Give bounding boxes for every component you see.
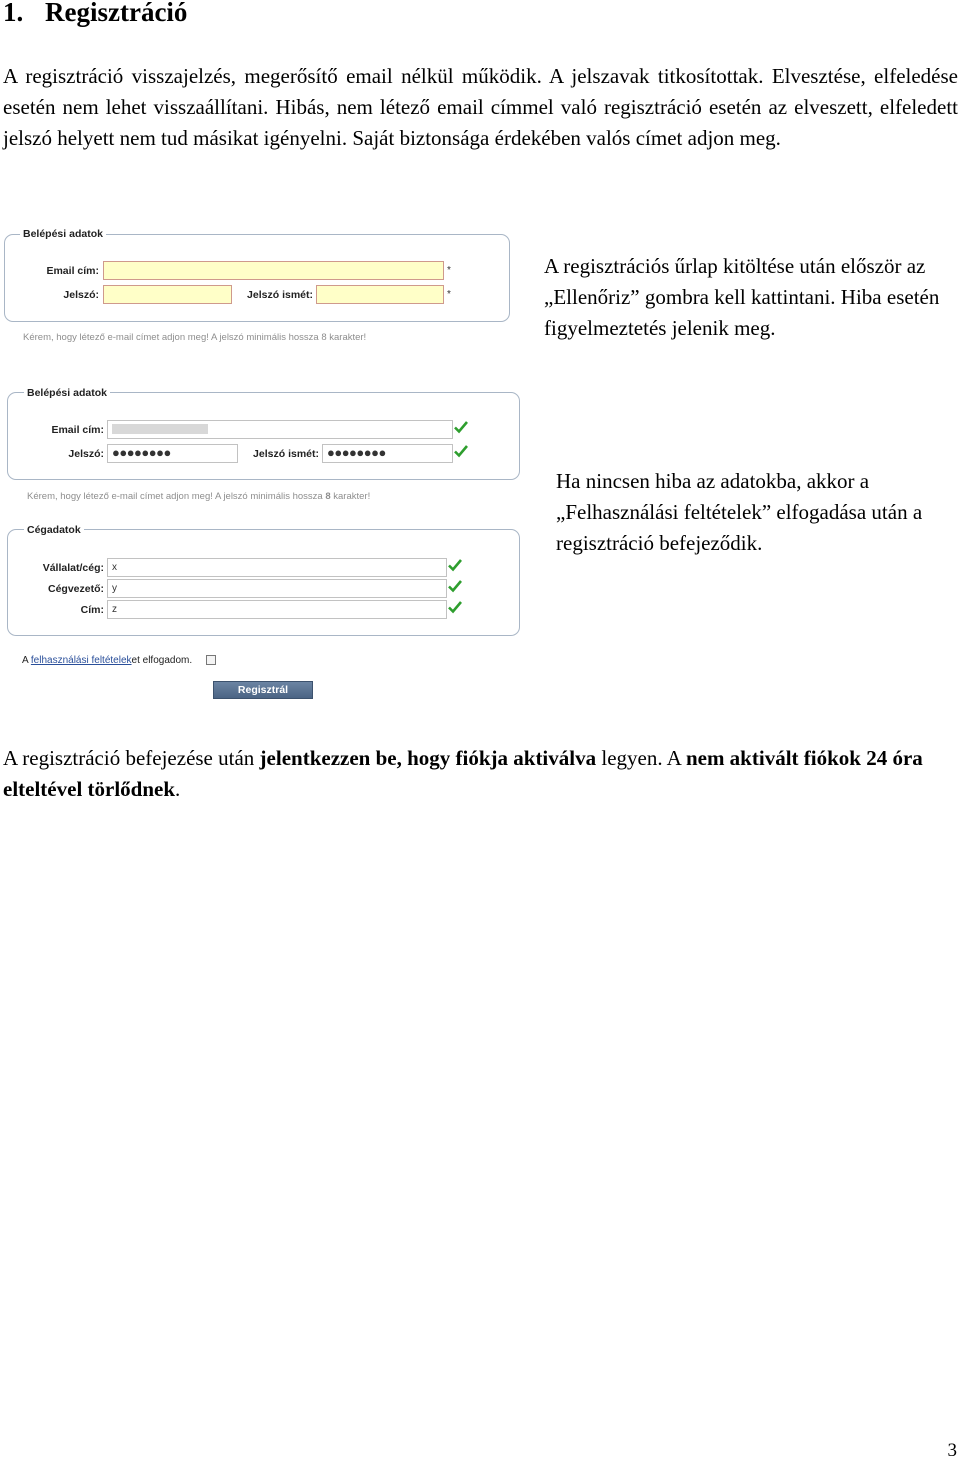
redacted-email [112,424,208,434]
password-input-1[interactable] [103,285,232,304]
form-hint-1: Kérem, hogy létező e-mail címet adjon meg! A jelszó minimális hossza 8 karakter! [23,332,367,343]
email-input-2[interactable] [107,420,453,439]
final-bold-2: nem aktivált fiókok 24 óra elteltével törlődnek [3,746,923,801]
login-legend-2: Belépési adatok [24,387,110,399]
login-legend-1: Belépési adatok [20,228,106,240]
final-bold-1: jelentkezzen be, hogy fiókja aktiválva [259,746,597,770]
email-input-1[interactable] [103,261,444,280]
final-text-2: legyen. A [596,746,686,770]
address-input[interactable]: z [107,600,447,619]
checkmark-icon [454,444,468,458]
hint-text-end: karakter! [330,491,371,502]
page-number: 3 [947,1440,957,1461]
terms-suffix: et elfogadom. [131,655,193,666]
checkmark-icon [454,420,468,434]
email-label-1: Email cím: [46,265,99,277]
intro-paragraph: A regisztráció visszajelzés, megerősítő email nélkül működik. A jelszavak titkosítottak. Elvesztése, elfeledése esetén nem lehet visszaállítani. Hibás, nem létező email címmel való regisztráció esetén az elveszett, elfeledett jelszó helyett nem tud másikat igényelni. Saját biztonsága érdekében valós címet adjon meg. [3,64,958,150]
company-label: Vállalat/cég: [42,562,104,574]
address-label: Cím: [80,604,104,616]
terms-text [22,655,192,667]
final-paragraph [3,743,958,805]
terms-prefix: A [22,655,31,666]
company-legend: Cégadatok [24,524,84,536]
manager-input[interactable]: y [107,579,447,598]
password-label-2: Jelszó: [68,448,104,460]
section-title: Regisztráció [45,0,188,27]
manager-label: Cégvezető: [47,583,104,595]
password-confirm-label-2: Jelszó ismét: [253,448,319,460]
password-confirm-label-1: Jelszó ismét: [247,289,313,301]
terms-checkbox[interactable] [206,655,216,665]
checkmark-icon [448,558,462,572]
final-text-1: A regisztráció befejezése után [3,746,260,770]
password-confirm-input-2[interactable]: ●●●●●●●● [322,444,453,463]
required-mark: * [447,265,451,276]
section-number: 1. [3,0,24,27]
hint-min-length: 8 [325,491,331,502]
section-heading [3,0,187,28]
terms-link[interactable]: felhasználási feltételek [30,655,132,666]
password-label-1: Jelszó: [63,289,99,301]
required-mark: * [447,289,451,300]
checkmark-icon [448,579,462,593]
password-confirm-input-1[interactable] [316,285,444,304]
side-paragraph-2: Ha nincsen hiba az adatokba, akkor a „Felhasználási feltételek” elfogadása után a regisztráció befejeződik. [556,469,923,555]
password-input-2[interactable]: ●●●●●●●● [107,444,238,463]
register-button[interactable]: Regisztrál [213,681,313,699]
email-label-2: Email cím: [51,424,104,436]
checkmark-icon [448,600,462,614]
final-text-3: . [175,777,181,801]
hint-text: Kérem, hogy létező e-mail címet adjon meg! A jelszó minimális hossza [27,491,326,502]
form-hint-2 [27,491,370,503]
side-paragraph-1: A regisztrációs űrlap kitöltése után először az „Ellenőriz” gombra kell kattintani. Hiba esetén figyelmeztetés jelenik meg. [544,254,940,340]
company-input[interactable]: x [107,558,447,577]
